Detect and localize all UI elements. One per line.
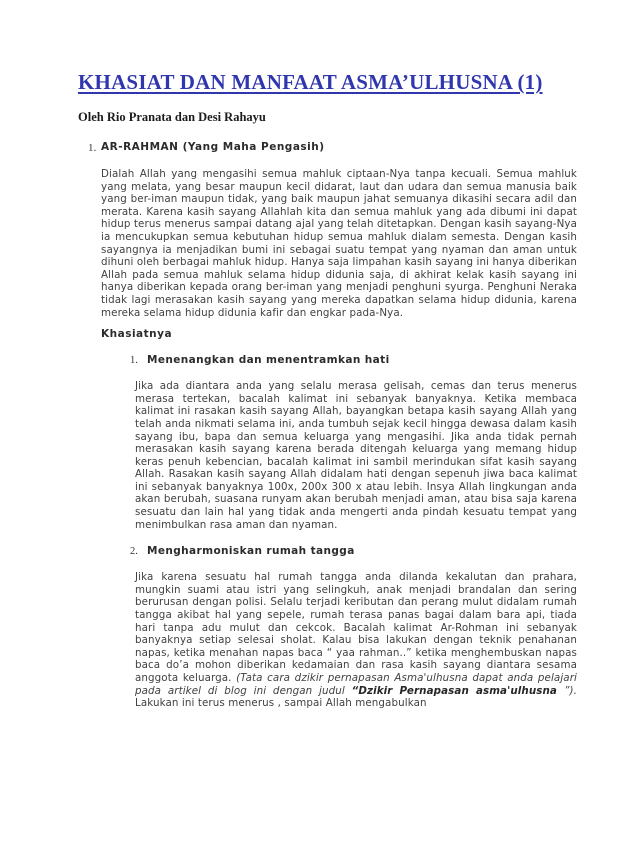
benefit-number: 2.: [130, 546, 138, 558]
benefits-subtitle: Khasiatnya: [101, 328, 173, 341]
benefit-number: 1.: [130, 355, 138, 367]
section-number: 1.: [88, 142, 97, 154]
benefit-paragraph-2: Jika karena sesuatu hal rumah tangga anda dilanda kekalutan dan prahara, mungkin suami atau istri yang selingkuh, anak menjadi brandalan dan sering berurusan dengan polisi. Selalu terjadi keributan dan perang mulut didalam rumah tangga akibat hal yang sepele, rumah terasa panas bagai dalam bara api, tiada hari tanpa adu mulut dan cekcok. Bacalah kalimat Ar-Rohman ini sebanyak banyaknya setiap selesai sholat. Kalau bisa lakukan dengan teknik penahanan napas, ketika menahan napas baca “ yaa rahman..” ketika menghembuskan napas baca do’a mohon diberikan kedamaian dan rasa kasih sayang diantara sesama anggota keluarga. (Tata cara dzikir pernapasan Asma'ulhusna dapat anda pelajari pada artikel di blog ini dengan judul “Dzikir Pernapasan asma'ulhusna ”). Lakukan ini terus menerus , sampai Allah mengabulkan: [135, 571, 577, 710]
document-content: [78, 70, 578, 710]
section-heading: AR-RAHMAN (Yang Maha Pengasih): [101, 141, 325, 153]
byline: Oleh Rio Pranata dan Desi Rahayu: [78, 110, 266, 124]
benefit-paragraph-1: Jika ada diantara anda yang selalu merasa gelisah, cemas dan terus menerus merasa tertekan, bacalah kalimat ini sebanyak banyaknya. Ketika membaca kalimat ini rasakan kasih sayang Allah, bayangkan betapa kasih sayang Allah yang telah anda nikmati selama ini, anda tumbuh sejak kecil hingga dewasa dalam kasih sayang ibu, bapa dan semua keluarga yang mengasihi. Jika anda tidak pernah merasakan kasih sayang karena berada ditengah keluarga yang memang hidup keras penuh kebencian, bacalah kalimat ini sambil merindukan sifat kasih sayang Allah. Rasakan kasih sayang Allah didalam hati dengan sepenuh jiwa baca kalimat ini sebanyak banyaknya 100x, 200x 300 x atau lebih. Insya Allah lingkungan anda akan berubah, suasana runyam akan berubah menjadi aman, atau bisa saja karena sesuatu dan lain hal yang tidak anda mengerti anda pindah kesuatu tempat yang menimbulkan rasa aman dan nyaman.: [135, 380, 577, 531]
document-title-link[interactable]: KHASIAT DAN MANFAAT ASMA’ULHUSNA (1): [78, 70, 543, 94]
section-description: Dialah Allah yang mengasihi semua mahluk ciptaan-Nya tanpa kecuali. Semua mahluk yang melata, yang besar maupun kecil didarat, laut dan udara dan semua manusia baik yang ber-iman maupun tidak, yang baik maupun jahat semuanya dikasihi secara adil dan merata. Karena kasih sayang Allahlah kita dan semua mahluk yang ada dibumi ini dapat hidup terus menerus sampai datang ajal yang telah ditetapkan. Dengan kasih sayang-Nya ia mencukupkan semua kebutuhan hidup semua mahluk dialam semesta. Dengan kasih sayangnya ia menjadikan bumi ini sebagai suatu tempat yang nyaman dan aman untuk dihuni oleh berbagai mahluk hidup. Hanya saja limpahan kasih sayang ini hanya diberikan Allah pada semua mahluk selama hidup didunia saja, di akhirat kelak kasih sayang ini hanya diberikan kepada orang ber-iman yang menjadi penghuni syurga. Penghuni Neraka tidak lagi merasakan kasih sayang yang mereka dapatkan selama hidup didunia, karena mereka selama hidup didunia kafir dan engkar pada-Nya.: [101, 168, 577, 319]
benefit-heading: Mengharmoniskan rumah tangga: [147, 545, 355, 558]
section-item: [88, 141, 578, 154]
benefit-item-2: [130, 545, 578, 557]
benefit-item-1: [130, 354, 578, 366]
benefit-heading: Menenangkan dan menentramkan hati: [147, 354, 390, 367]
